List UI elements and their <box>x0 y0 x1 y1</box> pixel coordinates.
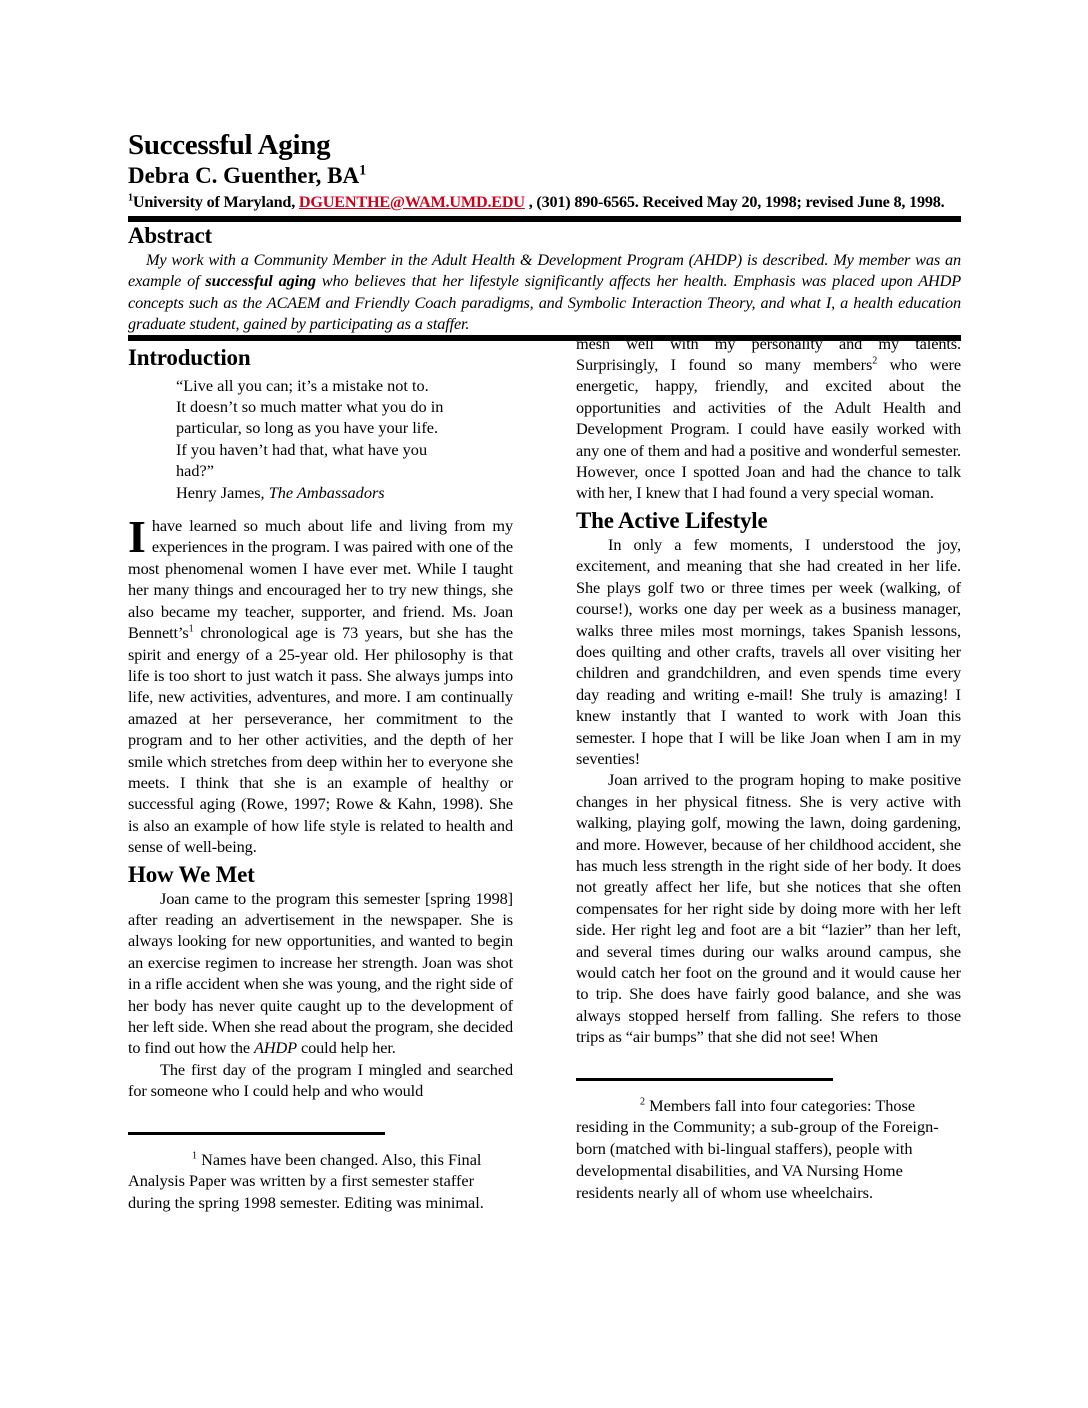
paper-page <box>128 128 961 1301</box>
abstract-heading: Abstract <box>128 223 212 248</box>
affiliation-details: , (301) 890-6565. Received May 20, 1998; revised June 8, 1998. <box>524 193 945 211</box>
header-rule <box>128 216 961 222</box>
ahdp-term: AHDP <box>253 1038 297 1058</box>
footnote-1: $^1$ Names have been changed. Also, this Final Analysis Paper was written by a first semester staffer during the spring 1998 semester. Editing was minimal. <box>128 1149 484 1213</box>
author-name: Debra C. Guenther, BA <box>128 163 360 188</box>
email-link[interactable]: DGUENTHE@WAM.UMD.EDU <box>298 193 525 211</box>
footnote-rule <box>576 1078 833 1081</box>
body-columns <box>128 333 962 1301</box>
affiliation-name: University of Maryland, <box>132 193 299 211</box>
left-column <box>128 341 513 1214</box>
epigraph <box>176 375 513 503</box>
epigraph-line: “Live all you can; it’s a mistake not to. <box>176 375 429 395</box>
met-paragraph-1: Joan came to the program this semester [spring 1998] after reading an advertisement in the newspaper. She is always looking for new opportunities, and wanted to begin an exercise regimen to increase her strength. Joan was shot in a rifle accident when she was young, and the right side of her body has never quite caught up to the development of her left side. When she read about the program, she decided to find out how the AHDP could help her. <box>128 888 513 1058</box>
author-sup: 1 <box>359 162 367 179</box>
abstract-text <box>128 249 961 335</box>
author-line <box>128 162 961 190</box>
footnote-ref-1: 1 <box>188 623 194 635</box>
epigraph-line: had?” <box>176 461 214 481</box>
met-paragraph-2: The first day of the program I mingled and searched for someone who I could help and who would <box>128 1059 513 1101</box>
footnote-2: $^2$ Members fall into four categories: Those residing in the Community; a sub-group of the Foreign-born (matched with bi-lingual staffers), people with developmental disabilities, and VA Nursing Home residents nearly all of whom use wheelchairs. <box>576 1095 939 1202</box>
epigraph-line: If you haven’t had that, what have you <box>176 439 428 459</box>
active-paragraph-2: Joan arrived to the program hoping to make positive changes in her physical fitness. She is very active with walking, playing golf, mowing the lawn, doing gardening, and more. However, because of her childhood accident, she has much less strength in the right side of her body. It does not greatly affect her life, but she notices that she often compensates for her right side by doing more with her left side. Her right leg and foot are a bit “lazier” than her left, and several times during our walks around campus, she would catch her foot on the ground and it would cause her to trip. She does have fairly good balance, and she was always stopped herself from falling. She refers to those trips as “air bumps” that she did not see! When <box>576 770 961 1047</box>
drop-cap: I <box>128 511 146 563</box>
active-lifestyle-heading: The Active Lifestyle <box>576 507 768 533</box>
how-we-met-heading: How We Met <box>128 861 255 887</box>
footnote-rule <box>128 1132 385 1135</box>
abstract-text-end: who believes that her lifestyle significantly affects her health. Emphasis was placed upon AHDP concepts such as the ACAEM and Friendly Coach paradigms, and Symbolic Interaction Theory, and what I, a health education graduate student, gained by participating as a staffer. <box>128 271 961 334</box>
paper-title: Successful Aging <box>128 129 331 161</box>
epigraph-attribution: Henry James, The Ambassadors <box>176 482 385 502</box>
abstract-bold-term: successful aging <box>205 271 316 291</box>
footnote-ref-2: 2 <box>872 355 878 367</box>
affiliation <box>128 192 961 213</box>
affiliation-sup: 1 <box>128 192 133 204</box>
intro-paragraph: I have learned so much about life and living from my experiences in the program. I was paired with one of the most phenomenal women I have ever met. While I taught her many things and encouraged her to try new things, she also became my teacher, supporter, and friend. Ms. Joan $Bennett’s^1$ chronological age is 73 years, but she has the spirit and energy of a 25-year old. Her philosophy is that life is too short to just watch it pass. She always jumps into life, new activities, adventures, and more. I am continually amazed at her perseverance, her commitment to the program and to her other activities, and the depth of her smile which stretches from deep within her to everyone she meets. I think that she is an example of healthy or successful aging (Rowe, 1997; Rowe & Kahn, 1998). She is also an example of how life style is related to health and sense of well-being. <box>128 511 513 857</box>
active-paragraph-1: In only a few moments, I understood the joy, excitement, and meaning that she had created in her life. She plays golf two or three times per week (walking, of course!), works one day per week as a business manager, walks three miles most mornings, takes Spanish lessons, does quilting and other crafts, travels all over visiting her children and grandchildren, and even spends time every day reading and writing e-mail! She truly is amazing! I knew instantly that I wanted to work with Joan this semester. I hope that I will be like Joan when I am in my seventies! <box>576 534 961 768</box>
met-paragraph-2-continued: mesh well with my personality and my talents. Surprisingly, I found so many members$^2$ who were energetic, happy, friendly, and excited about the opportunities and activities of the Adult Health and Development Program. I could have easily worked with any one of them and had a positive and wonderful semester. However, once I spotted Joan and had the chance to talk with her, I knew that I had found a very special woman. <box>576 333 962 503</box>
introduction-heading: Introduction <box>128 344 251 370</box>
epigraph-line: It doesn’t so much matter what you do in <box>176 397 444 417</box>
right-column <box>576 333 961 1204</box>
epigraph-work: The Ambassadors <box>268 482 385 502</box>
epigraph-line: particular, so long as you have your life. <box>176 418 439 438</box>
abstract-text-start: My work with a Community Member in the Adult Health & Development Program (AHDP) is described. My member was an example of <box>128 250 961 291</box>
